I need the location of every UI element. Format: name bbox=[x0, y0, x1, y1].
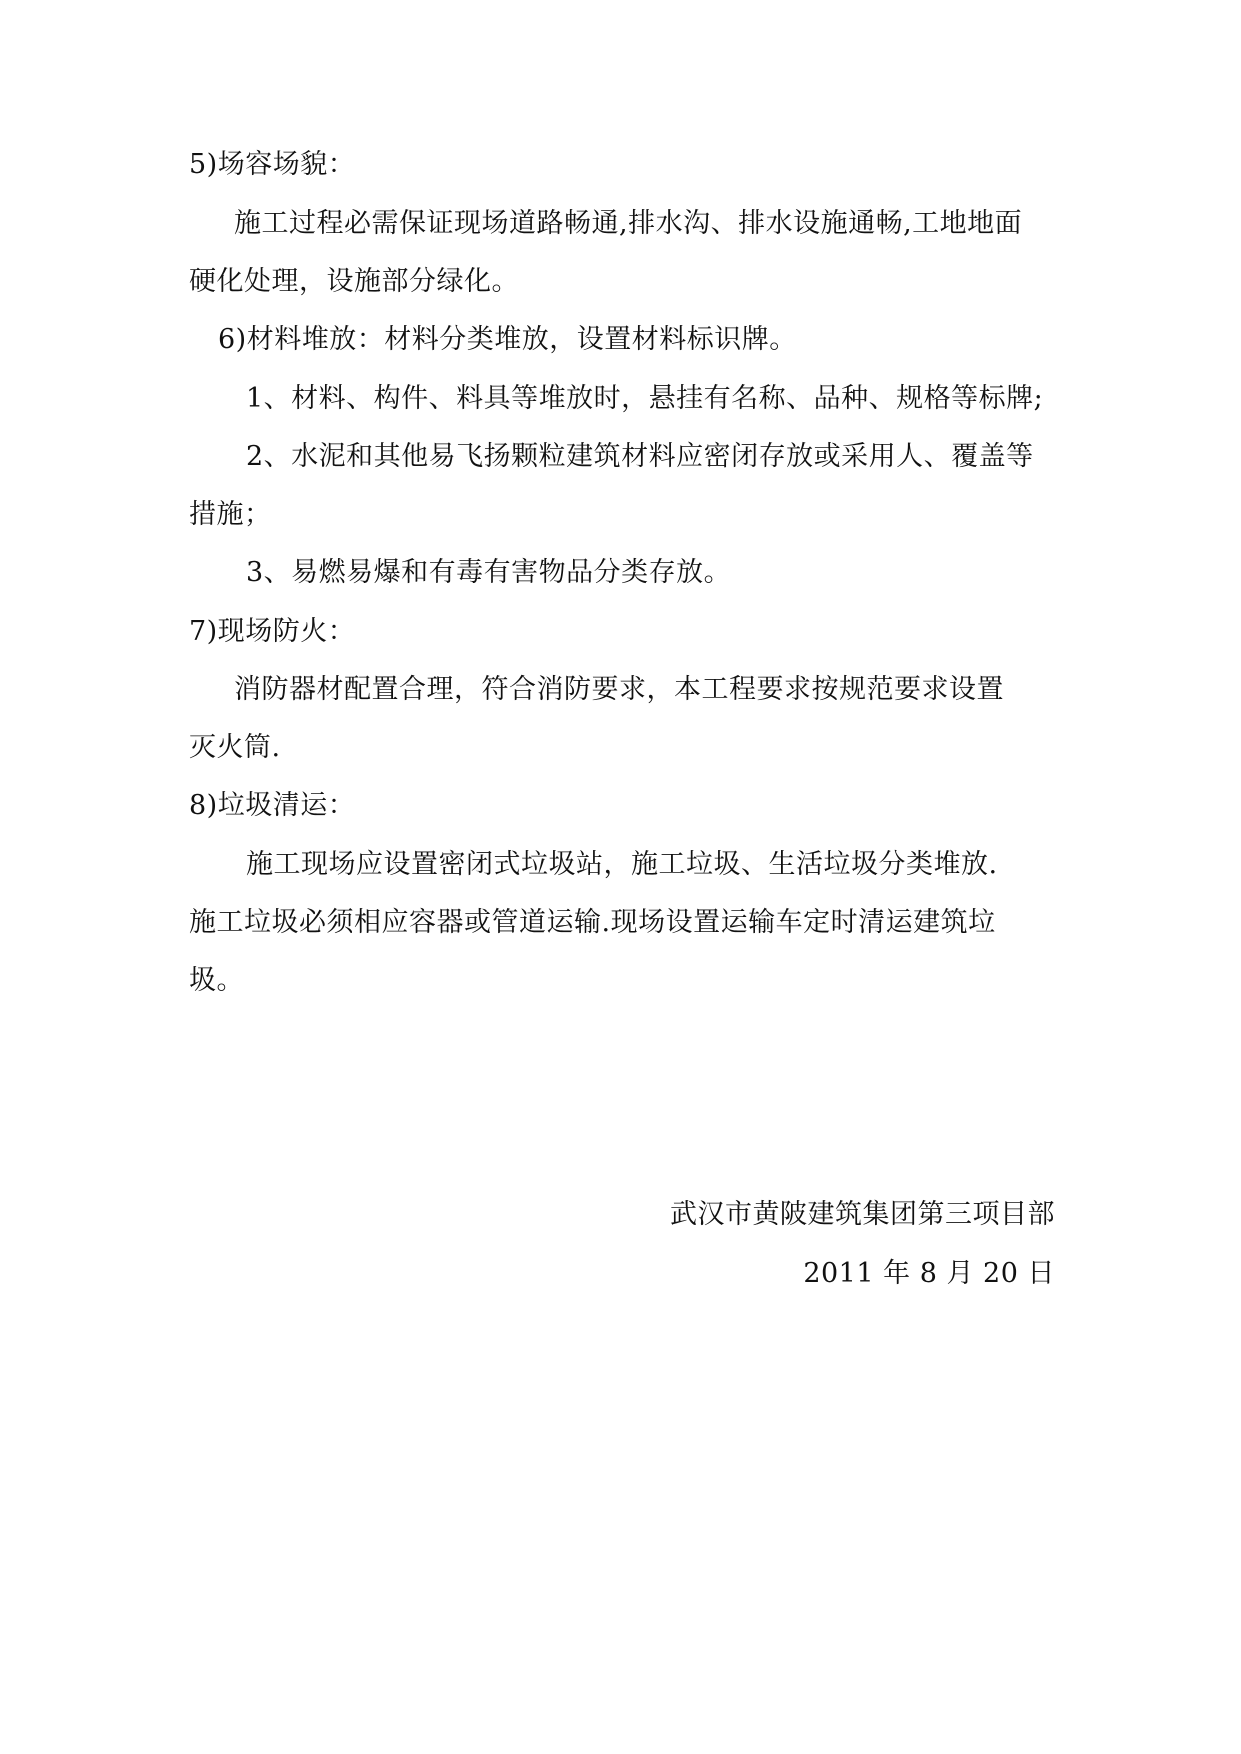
section-6-item-2: 2、水泥和其他易飞扬颗粒建筑材料应密闭存放或采用人、覆盖等 bbox=[246, 441, 1034, 472]
section-5-paragraph-line: 硬化处理，设施部分绿化。 bbox=[189, 266, 519, 297]
section-5-heading: 5)场容场貌： bbox=[189, 149, 356, 180]
signature-date: 2011 年 8 月 20 日 bbox=[803, 1258, 1055, 1289]
section-8-paragraph-line: 施工垃圾必须相应容器或管道运输.现场设置运输车定时清运建筑垃 bbox=[189, 907, 996, 938]
section-5-paragraph-line: 施工过程必需保证现场道路畅通,排水沟、排水设施通畅,工地地面 bbox=[234, 208, 1023, 239]
section-7-heading: 7)现场防火： bbox=[189, 616, 356, 647]
signature-organization: 武汉市黄陂建筑集团第三项目部 bbox=[670, 1199, 1055, 1230]
section-6-item-3: 3、易燃易爆和有毒有害物品分类存放。 bbox=[246, 557, 732, 588]
section-6-item-2-continuation: 措施； bbox=[189, 499, 272, 530]
section-8-heading: 8)垃圾清运： bbox=[189, 790, 356, 821]
section-8-paragraph-line: 圾。 bbox=[189, 965, 244, 996]
section-8-paragraph-line: 施工现场应设置密闭式垃圾站，施工垃圾、生活垃圾分类堆放. bbox=[246, 849, 998, 880]
section-7-paragraph-line: 灭火筒. bbox=[189, 732, 281, 763]
section-7-paragraph-line: 消防器材配置合理，符合消防要求，本工程要求按规范要求设置 bbox=[234, 674, 1004, 705]
section-6-item-1: 1、材料、构件、料具等堆放时，悬挂有名称、品种、规格等标牌; bbox=[246, 383, 1044, 414]
section-6-heading: 6)材料堆放：材料分类堆放，设置材料标识牌。 bbox=[218, 324, 797, 355]
